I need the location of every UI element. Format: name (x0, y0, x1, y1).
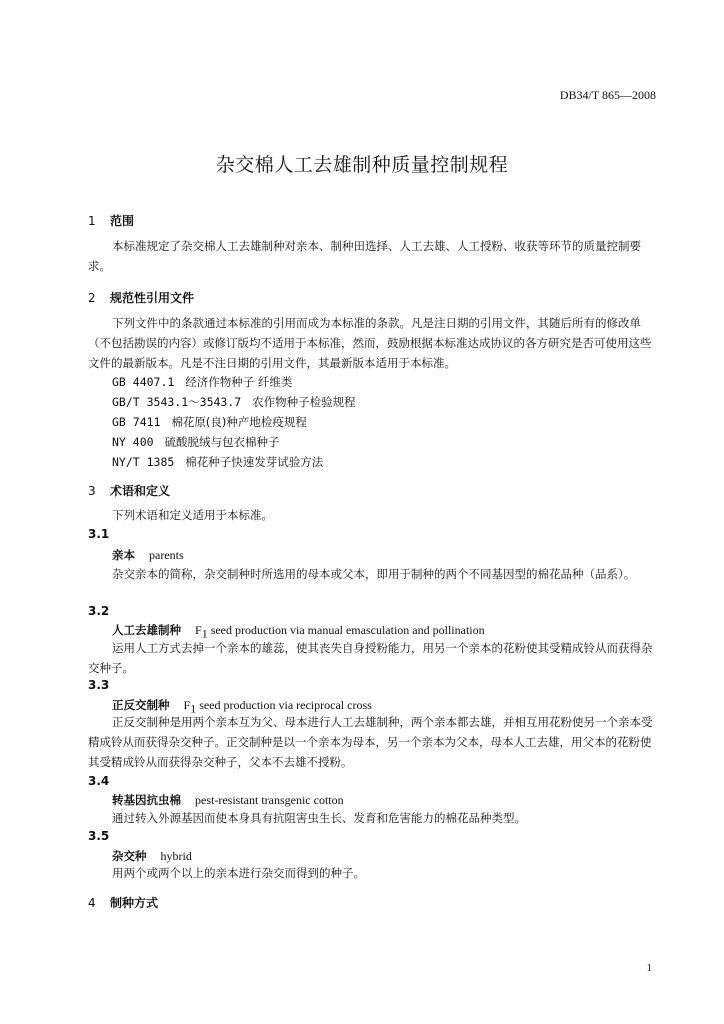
term-number: 3.2 (88, 604, 110, 618)
term-definition: 运用人工方式去掉一个亲本的雄蕊，使其丧失自身授粉能力，用另一个亲本的花粉使其受精成铃从而获得杂交种子。 (88, 641, 653, 675)
reference-item (112, 414, 307, 430)
term-heading (112, 547, 184, 563)
reference-code: GB 7411 (112, 415, 161, 429)
term-number: 3.3 (88, 678, 110, 692)
term-en-subscript: 1 (190, 701, 197, 716)
section-2-heading (88, 289, 194, 306)
section-title: 制种方式 (110, 896, 159, 910)
term-zh: 转基因抗虫棉 (112, 793, 181, 807)
section-title: 术语和定义 (110, 484, 171, 498)
term-en: pest-resistant transgenic cotton (195, 793, 344, 807)
term-en: parents (149, 548, 184, 562)
section-number: 3 (88, 484, 96, 498)
section-2-body: 下列文件中的条款通过本标准的引用而成为本标准的条款。凡是注日期的引用文件，其随后所有的修改单（不包括勘误的内容）或修订版均不适用于本标准，然而，鼓励根据本标准达成协议的各方研究是否可使用这些文件的最新版本。凡是不注日期的引用文件，其最新版本适用于本标准。 (88, 316, 652, 370)
reference-item (112, 434, 280, 450)
term-zh: 亲本 (112, 548, 135, 562)
term-en-prefix: F (195, 623, 202, 637)
reference-title: 硫酸脱绒与包衣棉种子 (164, 435, 280, 449)
term-zh: 杂交种 (112, 849, 147, 863)
term-zh: 正反交制种 (112, 698, 170, 712)
term-definition: 正反交制种是用两个亲本互为父、母本进行人工去雄制种，两个亲本都去雄，并相互用花粉使另一个亲本受精成铃从而获得杂交种子。正交制种是以一个亲本为母本，另一个亲本为父本，母本人工去雄，用父本的花粉使其受精成铃从而获得杂交种子，父本不去雄不授粉。 (88, 715, 653, 769)
term-en: seed production via reciprocal cross (196, 698, 372, 712)
reference-title: 经济作物种子 纤维类 (185, 375, 293, 389)
section-title: 范围 (110, 214, 135, 228)
section-number: 4 (88, 896, 96, 910)
document-title: 杂交棉人工去雄制种质量控制规程 (215, 154, 509, 176)
reference-code: GB/T 3543.1～3543.7 (112, 395, 242, 409)
term-definition: 用两个或两个以上的亲本进行杂交而得到的种子。 (112, 866, 365, 880)
reference-title: 棉花种子快速发芽试验方法 (185, 455, 324, 469)
reference-code: NY/T 1385 (112, 455, 175, 469)
reference-item (112, 454, 323, 470)
section-3-intro: 下列术语和定义适用于本标准。 (112, 508, 273, 522)
section-1-body: 本标准规定了杂交棉人工去雄制种对亲本、制种田选择、人工去雄、人工授粉、收获等环节的质量控制要求。 (88, 239, 641, 273)
term-number: 3.1 (88, 527, 110, 541)
term-definition: 通过转入外源基因而使本身具有抗阻害虫生长、发育和危害能力的棉花品种类型。 (112, 811, 526, 825)
section-number: 2 (88, 291, 96, 305)
reference-title: 农作物种子检验规程 (252, 395, 356, 409)
section-4-heading (88, 894, 158, 911)
reference-item (112, 394, 356, 410)
term-zh: 人工去雄制种 (112, 623, 181, 637)
term-definition: 杂交亲本的简称，杂交制种时所选用的母本或父本，即用于制种的两个不同基因型的棉花品种（品系）。 (112, 567, 636, 581)
term-heading (112, 848, 192, 864)
term-en-subscript: 1 (201, 626, 208, 641)
section-1-heading (88, 212, 134, 229)
term-en-prefix: F (183, 698, 191, 712)
term-heading (112, 792, 344, 808)
standard-code: DB34/T 865—2008 (559, 88, 656, 102)
term-en: seed production via manual emasculation and pollination (207, 623, 485, 637)
page-number: 1 (646, 962, 652, 974)
section-number: 1 (88, 214, 96, 228)
reference-item (112, 374, 292, 390)
section-3-heading (88, 482, 170, 499)
term-number: 3.5 (88, 829, 110, 843)
reference-code: GB 4407.1 (112, 375, 175, 389)
reference-title: 棉花原(良)种产地检疫规程 (171, 415, 307, 429)
section-title: 规范性引用文件 (110, 291, 195, 305)
term-en: hybrid (160, 849, 192, 863)
term-number: 3.4 (88, 774, 110, 788)
reference-code: NY 400 (112, 435, 154, 449)
